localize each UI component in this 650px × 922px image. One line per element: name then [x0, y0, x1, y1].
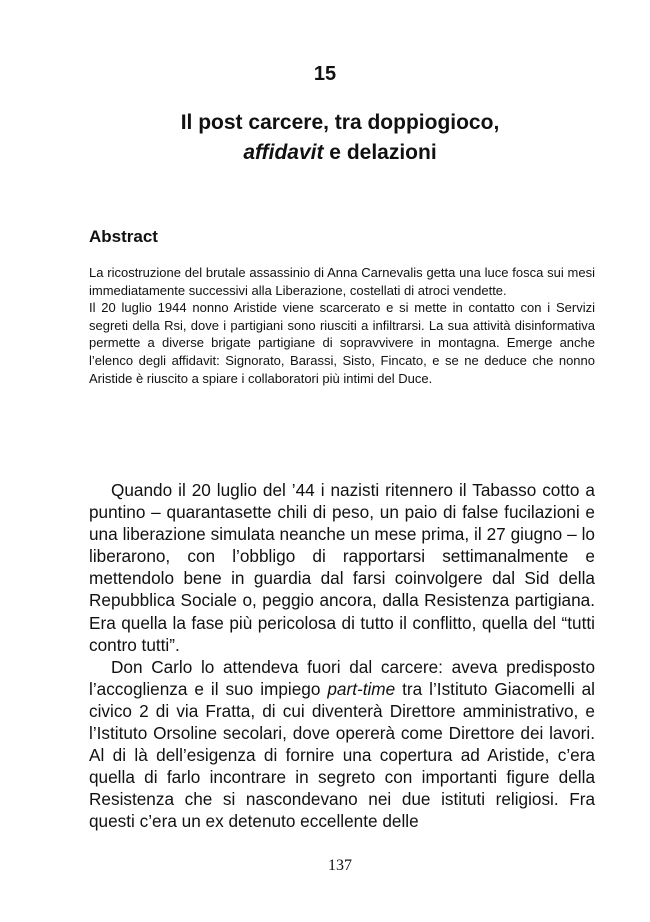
- abstract-paragraph: Il 20 luglio 1944 nonno Aristide viene scarcerato e si mette in contatto con i Servizi segreti della Rsi, dove i partigiani sono riusciti a infiltrarsi. La sua attività disinformativa permette a diverse brigate partigiane di sopravvivere in montagna. Emerge anche l’elenco degli affidavit: Signorato, Barassi, Sisto, Fincato, e se ne deduce che nonno Aristide è riuscito a spiare i collaboratori più intimi del Duce.: [89, 300, 595, 386]
- body-paragraph-text: Don Carlo lo attendeva fuori dal carcere: aveva predisposto l’accoglienza e il suo impiego: [89, 656, 595, 699]
- body-text: [89, 479, 595, 833]
- body-paragraph-text: tra l’Istituto Giacomelli al civico 2 di via Fratta, di cui diventerà Direttore amministrativo, e l’Istituto Orsoline secolari, dove opererà come Direttore dei lavori. Al di là dell’esigenza di fornire una copertura ad Aristide, c’era quella di farlo incontrare in segreto con importanti figure della Resistenza che si nascondevano nei due istituti religiosi. Fra questi c’era un ex detenuto eccellente delle: [89, 678, 595, 832]
- chapter-title-line-1: Il post carcere, tra doppiogioco,: [180, 111, 500, 134]
- chapter-title-line-2: [0, 138, 650, 168]
- page-number: 137: [328, 857, 352, 874]
- abstract-text: [89, 264, 595, 387]
- abstract-heading: Abstract: [89, 227, 158, 246]
- chapter-title: [0, 108, 650, 168]
- chapter-number: 15: [313, 63, 337, 85]
- body-paragraph: Quando il 20 luglio del ’44 i nazisti ritennero il Tabasso cotto a puntino – quarantasette chili di peso, un paio di false fucilazioni e una liberazione simulata neanche un mese prima, il 27 giugno – lo liberarono, con l’obbligo di rapportarsi settimanalmente e mettendolo bene in guardia dal farsi coinvolgere dal Sid della Repubblica Sociale o, peggio ancora, dalla Resistenza partigiana. Era quella la fase più pericolosa di tutto il conflitto, quella del “tutti contro tutti”.: [89, 480, 595, 655]
- chapter-title-line-2-rest: e delazioni: [323, 141, 437, 164]
- chapter-title-italic-word: affidavit: [243, 141, 324, 164]
- abstract-paragraph: La ricostruzione del brutale assassinio di Anna Carnevalis getta una luce fosca sui mesi immediatamente successivi alla Liberazione, costellati di atroci vendette.: [89, 265, 595, 298]
- body-italic-term: part-time: [327, 678, 396, 699]
- body-paragraph: [89, 656, 595, 833]
